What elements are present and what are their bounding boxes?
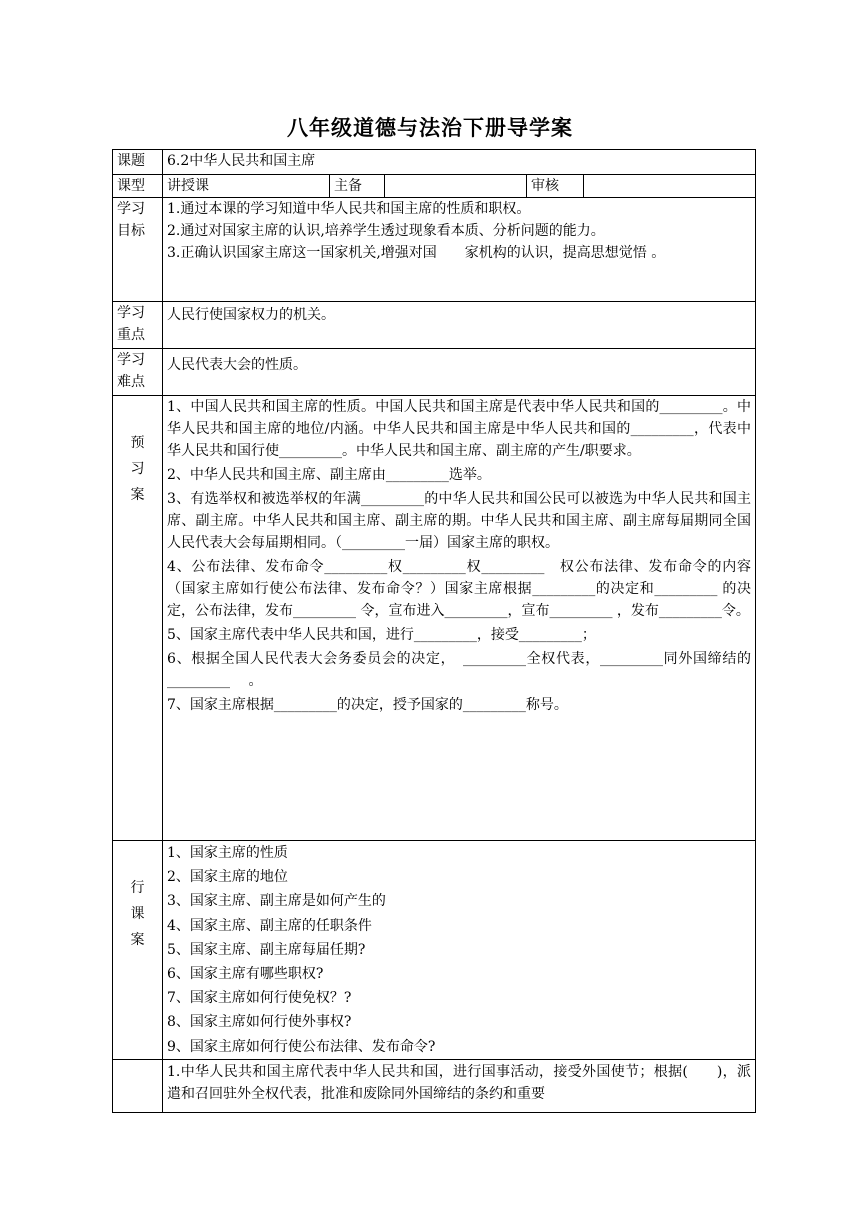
preparer-value — [385, 175, 527, 198]
lesson-item: 7、国家主席如何行使免权？? — [167, 990, 352, 1007]
page-title: 八年级道德与法治下册导学案 — [287, 116, 573, 140]
study-guide-table — [112, 149, 756, 1113]
lesson-item: 9、国家主席如何行使公布法律、发布命令? — [167, 1038, 436, 1055]
topic-label: 课题 — [113, 150, 163, 175]
lesson-item: 4、国家主席、副主席的任职条件 — [167, 917, 372, 934]
preview-item: 7、国家主席根据_________的决定，授予国家的_________称号。 — [167, 697, 568, 713]
key-points-label: 学习 重点 — [113, 302, 163, 349]
preview-row — [113, 396, 756, 841]
lesson-item: 8、国家主席如何行使外事权? — [167, 1014, 352, 1031]
preview-item: 6、根据全国人民代表大会务委员会的决定， _________全权代表，_________同外国缔结的_________ 。 — [167, 651, 751, 689]
preparer-label: 主备 — [330, 175, 385, 198]
preview-content — [163, 396, 756, 841]
preview-item: 1、中国人民共和国主席的性质。中国人民共和国主席是代表中华人民共和国的_________。中华人民共和国主席的地位/内涵。中华人民共和国主席是中华人民共和国的_________，代表中华人民共和国行使_________。中华人民共和国主席、副主席的产生/职要求。 — [167, 399, 751, 459]
key-points-content: 人民行使国家权力的机关。 — [163, 302, 756, 349]
objective-item: 1.通过本课的学习知道中华人民共和国主席的性质和职权。 — [167, 201, 531, 217]
reviewer-value — [584, 175, 756, 198]
type-label: 课型 — [113, 175, 163, 198]
objectives-label: 学习 目标 — [113, 198, 163, 302]
key-points-row — [113, 302, 756, 349]
lesson-item: 2、国家主席的地位 — [167, 869, 288, 886]
objective-item: 2.通过对国家主席的认识,培养学生透过现象看本质、分析问题的能力。 — [167, 223, 605, 239]
objective-item: 3.正确认识国家主席这一国家机关,增强对国 家机构的认识，提高思想觉悟 。 — [167, 245, 666, 261]
lesson-item: 5、国家主席、副主席每届任期? — [167, 941, 366, 958]
objectives-content — [163, 198, 756, 302]
lesson-row — [113, 841, 756, 1060]
preview-label: 预 习 案 — [113, 396, 163, 841]
preview-item: 2、中华人民共和国主席、副主席由_________选举。 — [167, 467, 491, 483]
exercise-row — [113, 1059, 756, 1112]
reviewer-label: 审核 — [527, 175, 584, 198]
topic-value: 6.2中华人民共和国主席 — [163, 150, 756, 175]
difficulties-label: 学习 难点 — [113, 349, 163, 396]
difficulties-row — [113, 349, 756, 396]
type-row — [113, 175, 756, 198]
exercise-item: 1.中华人民共和国主席代表中华人民共和国，进行国事活动，接受外国使节；根据( )，派遣和召回驻外全权代表，批准和废除同外国缔结的条约和重要 — [167, 1063, 751, 1102]
preview-item: 4、公布法律、发布命令_________权_________权_________ 权公布法律、发布命令的内容（国家主席如行使公布法律、发布命令？）国家主席根据_________的决定和_________ 的决定，公布法律，发布_________ 令，宣布进入_________，宣布_________ ，发布_________令。 — [167, 559, 751, 619]
exercise-content — [163, 1059, 756, 1112]
lesson-content — [163, 841, 756, 1060]
lesson-item: 6、国家主席有哪些职权? — [167, 966, 324, 983]
lesson-item: 3、国家主席、副主席是如何产生的 — [167, 893, 386, 910]
exercise-label — [113, 1059, 163, 1112]
type-value: 讲授课 — [163, 175, 330, 198]
preview-item: 5、国家主席代表中华人民共和国，进行_________，接受_________； — [167, 627, 596, 643]
lesson-item: 1、国家主席的性质 — [167, 845, 288, 861]
topic-row — [113, 150, 756, 175]
preview-item: 3、有选举权和被选举权的年满_________的中华人民共和国公民可以被选为中华人民共和国主席、副主席。中华人民共和国主席、副主席的期。中华人民共和国主席、副主席每届期同全国人民代表大会每届期相同。（_________一届）国家主席的职权。 — [167, 491, 751, 551]
lesson-label: 行 课 案 — [113, 841, 163, 1060]
objectives-row — [113, 198, 756, 302]
difficulties-content: 人民代表大会的性质。 — [163, 349, 756, 396]
